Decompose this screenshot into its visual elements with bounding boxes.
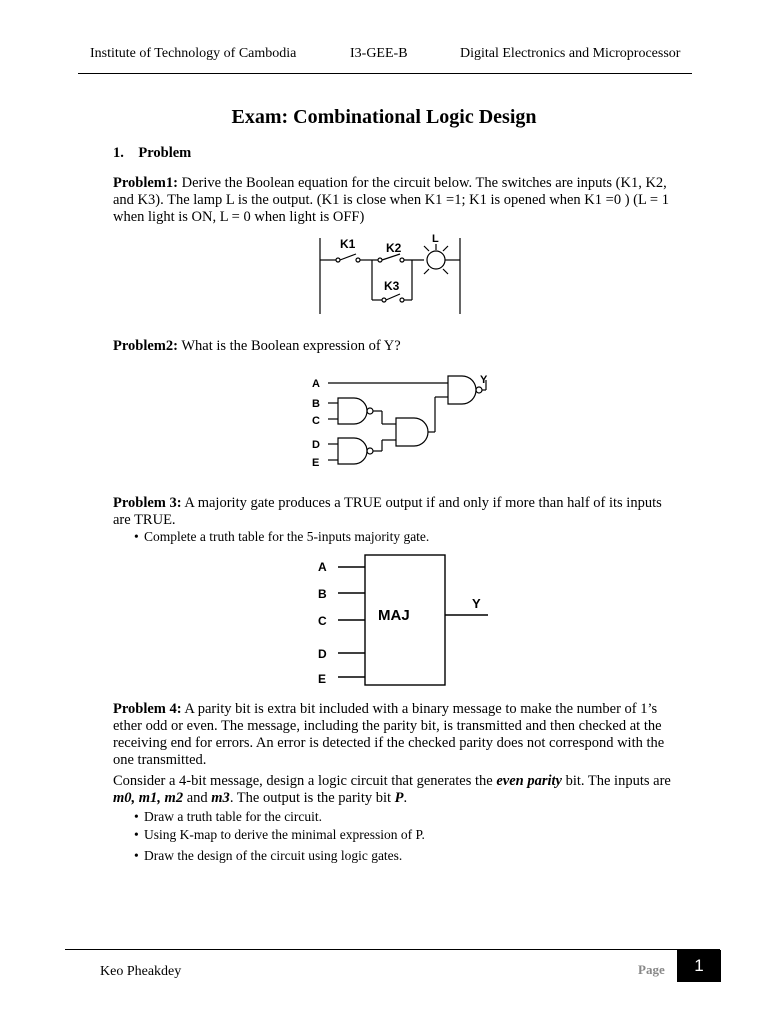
problem3-body: A majority gate produces a TRUE output if and only if more than half of its inputs are TRUE. bbox=[113, 495, 662, 528]
logic-gate-diagram bbox=[310, 370, 500, 472]
section-number: 1. bbox=[113, 145, 124, 161]
section-title: Problem bbox=[138, 145, 192, 161]
maj-input-a-label: A bbox=[318, 560, 327, 574]
problem4-and: and bbox=[183, 790, 212, 806]
k1-label: K1 bbox=[340, 237, 356, 251]
maj-input-c-label: C bbox=[318, 614, 327, 628]
problem4-task-end: . bbox=[403, 790, 408, 806]
problem4-input-m3: m3 bbox=[211, 790, 230, 806]
problem4-text bbox=[113, 701, 673, 769]
output-y-label: Y bbox=[480, 374, 488, 386]
input-b-label: B bbox=[312, 398, 320, 410]
page-title: Exam: Combinational Logic Design bbox=[231, 106, 537, 128]
problem4-output-p: P bbox=[394, 790, 404, 806]
problem4-label: Problem 4: bbox=[113, 701, 182, 717]
problem4-body: A parity bit is extra bit included with a binary message to make the number of 1’s ether odd or even. The message, including the parity bit, is transmitted and then checked at the receiving end for errors. An error is detected if the checked parity does not correspond with the one transmitted. bbox=[113, 701, 665, 768]
problem2-body: What is the Boolean expression of Y? bbox=[177, 338, 401, 354]
maj-gate-label: MAJ bbox=[378, 607, 410, 624]
problem4-even-parity: even parity bbox=[496, 773, 562, 789]
problem2-label: Problem2: bbox=[113, 338, 178, 354]
problem4-inputs: m0, m1, m2 bbox=[113, 790, 184, 806]
maj-input-b-label: B bbox=[318, 587, 327, 601]
footer-rule bbox=[65, 949, 720, 950]
problem1-body: Derive the Boolean equation for the circuit below. The switches are inputs (K1, K2, and K3). The lamp L is the output. (K1 is close when K1 =1; K1 is opened when K1 =0 ) (L = 1 when light is ON, L = 0 when light is OFF) bbox=[113, 175, 669, 225]
page-number: 1 bbox=[677, 950, 721, 982]
problem4-task bbox=[113, 773, 673, 807]
k3-label: K3 bbox=[384, 279, 400, 293]
header-institute: Institute of Technology of Cambodia bbox=[90, 46, 297, 61]
section-heading bbox=[113, 145, 673, 162]
problem4-bullet-2: • Using K-map to derive the minimal expression of P. bbox=[134, 826, 425, 844]
lamp-label: L bbox=[432, 233, 439, 245]
page-label: Page bbox=[638, 962, 665, 977]
problem1-label: Problem1: bbox=[113, 175, 178, 191]
problem3-text bbox=[113, 495, 673, 529]
problem3-label: Problem 3: bbox=[113, 495, 182, 511]
footer-author: Keo Pheakdey bbox=[100, 964, 182, 979]
majority-gate-diagram bbox=[312, 553, 497, 688]
problem1-text bbox=[113, 175, 673, 226]
switch-circuit-diagram bbox=[312, 230, 472, 316]
input-d-label: D bbox=[312, 439, 320, 451]
header-class: I3-GEE-B bbox=[350, 46, 408, 61]
header-course: Digital Electronics and Microprocessor bbox=[460, 46, 681, 61]
k2-label: K2 bbox=[386, 241, 402, 255]
input-a-label: A bbox=[312, 378, 320, 390]
maj-output-y-label: Y bbox=[472, 596, 481, 611]
input-e-label: E bbox=[312, 457, 320, 469]
problem2-text bbox=[113, 338, 673, 355]
problem4-task-c: . The output is the parity bit bbox=[229, 790, 395, 806]
problem4-task-b: bit. The inputs are bbox=[561, 773, 671, 789]
problem4-task-a: Consider a 4-bit message, design a logic circuit that generates the bbox=[113, 773, 497, 789]
problem4-bullet-1: • Draw a truth table for the circuit. bbox=[134, 808, 322, 826]
problem3-bullet: • Complete a truth table for the 5-inputs majority gate. bbox=[134, 528, 429, 546]
maj-input-e-label: E bbox=[318, 672, 327, 686]
input-c-label: C bbox=[312, 415, 320, 427]
problem4-bullet-3: • Draw the design of the circuit using logic gates. bbox=[134, 847, 402, 865]
maj-input-d-label: D bbox=[318, 647, 327, 661]
header-rule bbox=[78, 73, 692, 74]
